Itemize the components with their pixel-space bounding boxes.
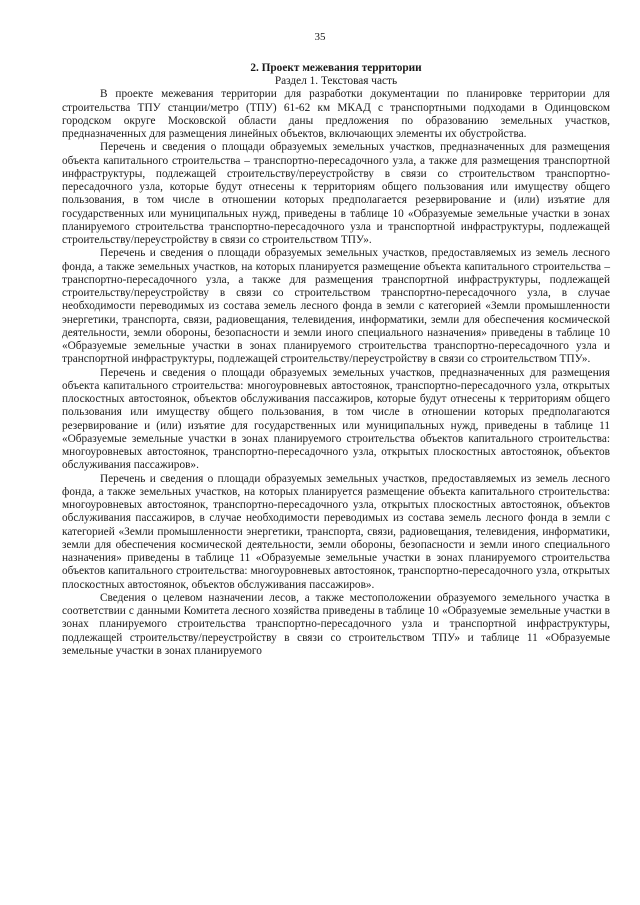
paragraph-forest-purpose: Сведения о целевом назначении лесов, а также местоположении образуемого земельного участка в соответствии с данными Комитета лесного хозяйства приведены в таблице 10 «Образуемые земельные участки в зонах планируемого строительства транспортно-пересадочного узла и транспортной инфраструктуры, подлежащей строительству/переустройству в связи со строительством ТПУ» и таблице 11 «Образуемые земельные участки в зонах планируемого xyxy=(62,591,610,657)
document-body xyxy=(62,62,610,658)
section-title: 2. Проект межевания территории xyxy=(250,62,422,74)
paragraph-table11-forest-fund: Перечень и сведения о площади образуемых земельных участков, предоставляемых из земель лесного фонда, а также земельных участков, на которых планируется размещение объекта капитального строительства: многоуровневых автостоянок, транспортно-пересадочного узла, открытых плоскостных автостоянок, объектов обслуживания пассажиров, в случае необходимости переводимых из состава земель лесного фонда в земли с категорией «Земли промышленности энергетики, транспорта, связи, радиовещания, телевидения, информатики, земли для обеспечения космической деятельности, земли обороны, безопасности и земли иного специального назначения» приведены в таблице 11 «Образуемые земельные участки в зонах планируемого строительства объектов капитального строительства: многоуровневых автостоянок, транспортно-пересадочного узла, открытых плоскостных автостоянок, объектов обслуживания пассажиров». xyxy=(62,472,610,591)
subsection-title: Раздел 1. Текстовая часть xyxy=(274,75,398,88)
paragraph-table10-forest-fund: Перечень и сведения о площади образуемых земельных участков, предоставляемых из земель лесного фонда, а также земельных участков, на которых планируется размещение объекта капитального строительства – транспортно-пересадочного узла, а также для размещения транспортной инфраструктуры, подлежащей строительству/переустройству в связи со строительством транспортно-пересадочного узла, в случае необходимости переводимых из состава земель лесного фонда в земли с категорией «Земли промышленности энергетики, транспорта, связи, радиовещания, телевидения, информатики, земли для обеспечения космической деятельности, земли обороны, безопасности и земли иного специального назначения» приведены в таблице 10 «Образуемые земельные участки в зонах планируемого строительства транспортно-пересадочного узла и транспортной инфраструктуры, подлежащей строительству/переустройству в связи со строительством ТПУ». xyxy=(62,247,610,366)
paragraph-intro: В проекте межевания территории для разработки документации по планировке территории для строительства ТПУ станции/метро (ТПУ) 61-62 км МКАД с транспортными подходами в Одинцовском городском округе Московской области даны предложения по образованию земельных участков, предназначенных для размещения линейных объектов, включающих элементы их обустройства. xyxy=(62,88,610,141)
paragraph-table11-public-use: Перечень и сведения о площади образуемых земельных участков, предназначенных для размещения объекта капитального строительства: многоуровневых автостоянок, транспортно-пересадочного узла, открытых плоскостных автостоянок, объектов обслуживания пассажиров, которые будут отнесены к территориям общего пользования или имуществу общего пользования, в том числе в отношении которых предполагаются резервирование и (или) изъятие для государственных или муниципальных нужд, приведены в таблице 11 «Образуемые земельные участки в зонах планируемого строительства объектов капитального строительства: многоуровневых автостоянок, транспортно-пересадочного узла, открытых плоскостных автостоянок, объектов обслуживания пассажиров». xyxy=(62,366,610,472)
page-number: 35 xyxy=(314,31,326,43)
paragraph-table10-public-use: Перечень и сведения о площади образуемых земельных участков, предназначенных для размещения объекта капитального строительства – транспортно-пересадочного узла, а также для размещения транспортной инфраструктуры, подлежащей строительству/переустройству в связи со строительством транспортно-пересадочного узла, которые будут отнесены к территориям общего пользования или имуществу общего пользования, в том числе в отношении которых предполагается резервирование и (или) изъятие для государственных или муниципальных нужд, приведены в таблице 10 «Образуемые земельные участки в зонах планируемого строительства транспортно-пересадочного узла и транспортной инфраструктуры, подлежащей строительству/переустройству в связи со строительством ТПУ». xyxy=(62,141,610,247)
